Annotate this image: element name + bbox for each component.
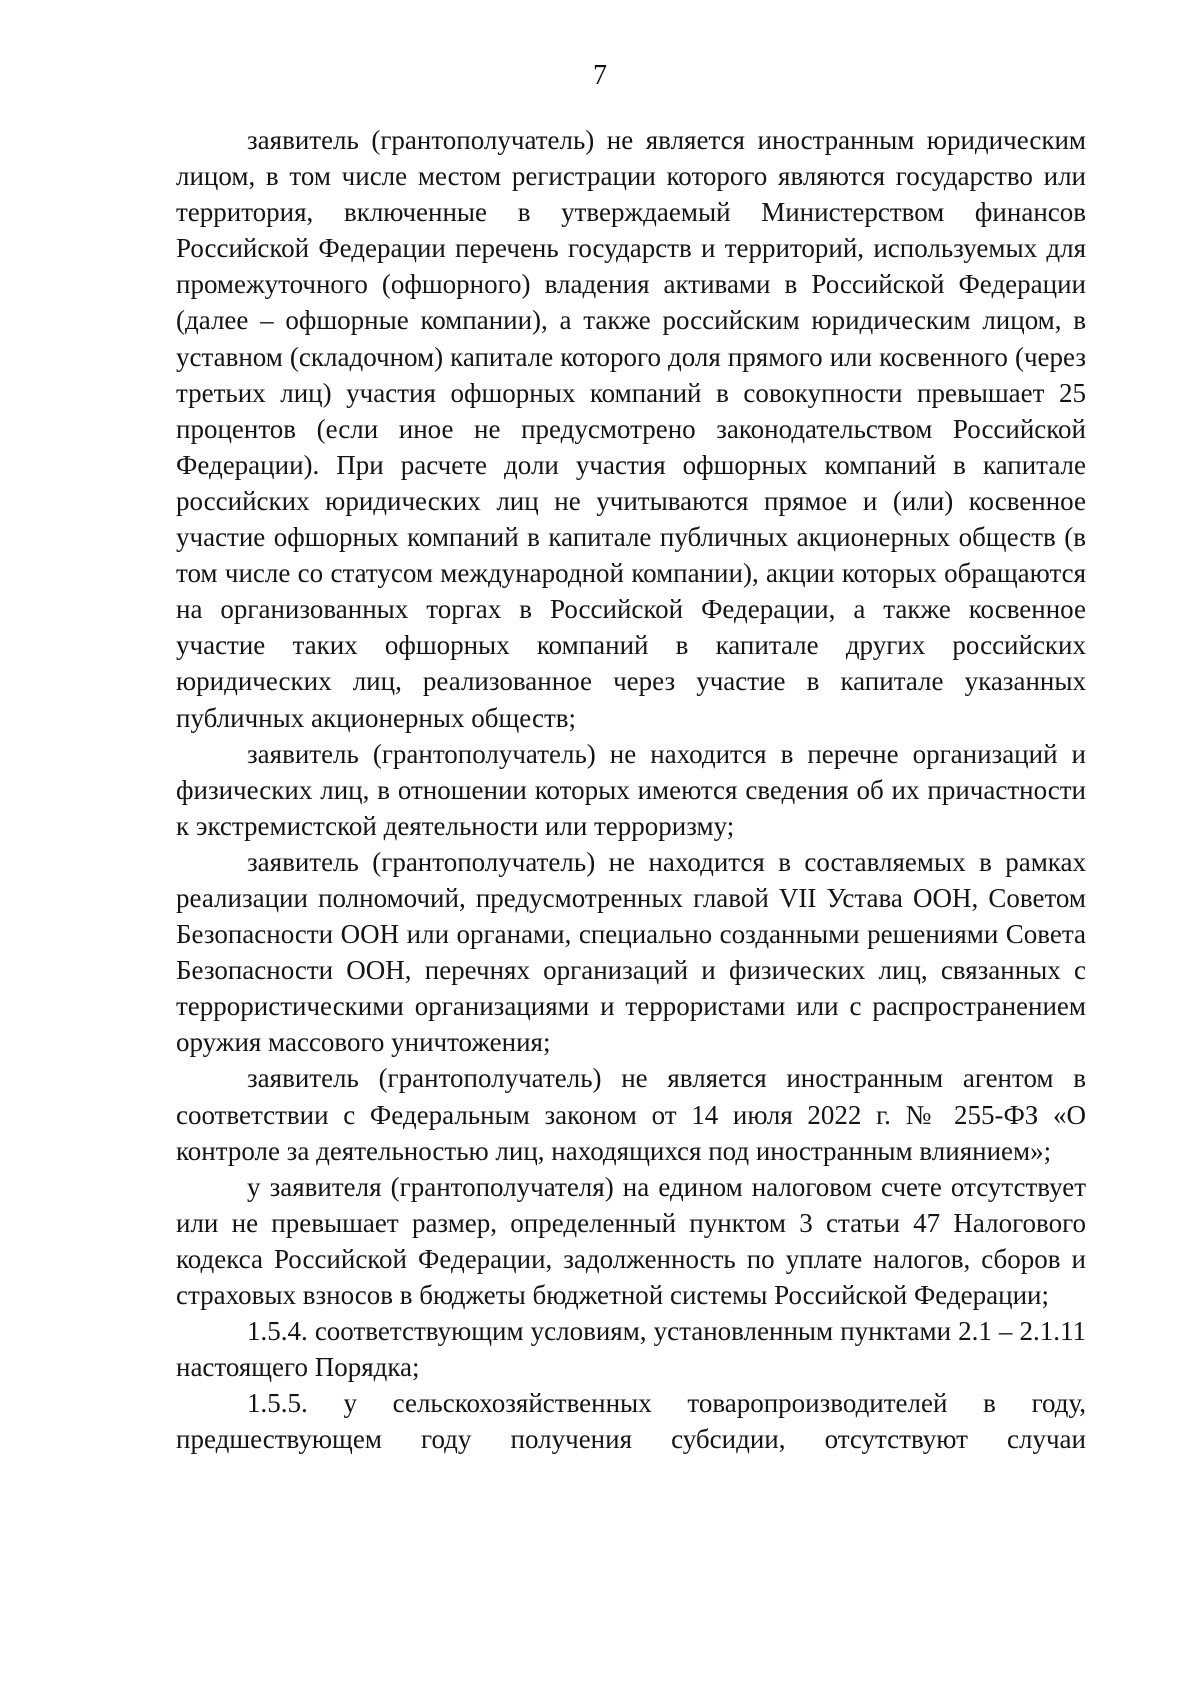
paragraph-tax-debt-condition: у заявителя (грантополучателя) на едином налоговом счете отсутствует или не превышает размер, определенный пунктом 3 статьи 47 Налогового кодекса Российской Федерации, задолженность по уплате налогов, сборов и страховых взносов в бюджеты бюджетной системы Российской Федерации; xyxy=(176,1171,1086,1310)
paragraph-clause-1-5-5: 1.5.5. у сельскохозяйственных товаропроизводителей в году, предшествующем году получения субсидии, отсутствуют случаи xyxy=(176,1388,1086,1455)
paragraph-foreign-agent-condition: заявитель (грантополучатель) не является иностранным агентом в соответствии с Федеральным законом от 14 июля 2022 г. № 255-ФЗ «О контроле за деятельностью лиц, находящихся под иностранным влиянием»; xyxy=(176,1063,1086,1166)
paragraph-clause-1-5-4: 1.5.4. соответствующим условиям, установленным пунктами 2.1 – 2.1.11 настоящего Порядка; xyxy=(176,1316,1086,1383)
paragraph-offshore-condition: заявитель (грантополучатель) не является иностранным юридическим лицом, в том числе местом регистрации которого являются государство или территория, включенные в утверждаемый Министерством финансов Российской Федерации перечень государств и территорий, используемых для промежуточного (офшорного) владения активами в Российской Федерации (далее – офшорные компании), а также российским юридическим лицом, в уставном (складочном) капитале которого доля прямого или косвенного (через третьих лиц) участия офшорных компаний в совокупности превышает 25 процентов (если иное не предусмотрено законодательством Российской Федерации). При расчете доли участия офшорных компаний в капитале российских юридических лиц не учитываются прямое и (или) косвенное участие офшорных компаний в капитале публичных акционерных обществ (в том числе со статусом международной компании), акции которых обращаются на организованных торгах в Российской Федерации, а также косвенное участие таких офшорных компаний в капитале других российских юридических лиц, реализованное через участие в капитале указанных публичных акционерных обществ; xyxy=(176,125,1086,733)
document-body xyxy=(176,122,1086,1457)
page-number: 7 xyxy=(593,60,607,91)
paragraph-extremism-condition: заявитель (грантополучатель) не находится в перечне организаций и физических лиц, в отношении которых имеются сведения об их причастности к экстремистской деятельности или терроризму; xyxy=(176,738,1086,841)
paragraph-un-sanctions-condition: заявитель (грантополучатель) не находится в составляемых в рамках реализации полномочий, предусмотренных главой VII Устава ООН, Советом Безопасности ООН или органами, специально созданными решениями Совета Безопасности ООН, перечнях организаций и физических лиц, связанных с террористическими организациями и террористами или с распространением оружия массового уничтожения; xyxy=(176,846,1086,1058)
